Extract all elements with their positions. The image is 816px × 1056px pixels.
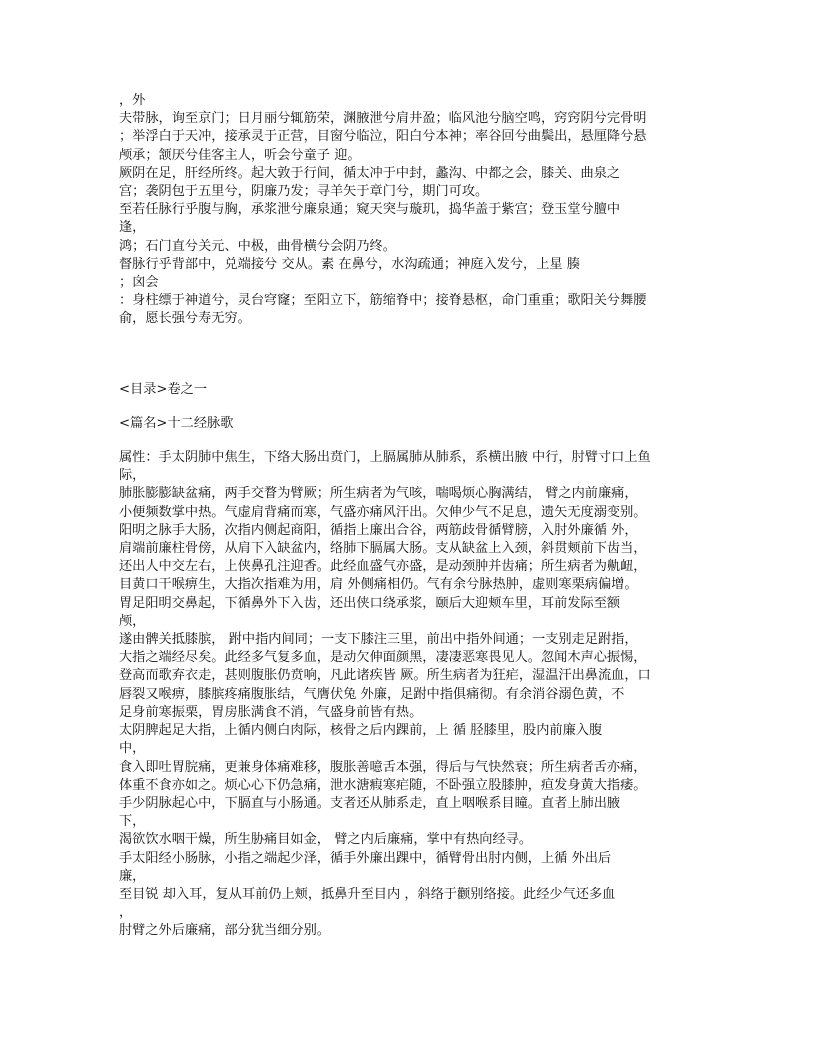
- text-line: 中，: [119, 741, 146, 757]
- text-line: 颅，: [119, 613, 146, 629]
- text-line: 食入即吐胃脘痛，更兼身体痛难移，腹胀善噫舌本强，得后与气快然衰；所生病者舌亦痛，: [119, 759, 647, 775]
- text-line: 足身前寒振栗，胃房胀满食不消，气盛身前皆有热。: [119, 704, 423, 720]
- text-line: 至若任脉行乎腹与胸，承浆泄兮廉泉通；窥天突与璇玑，捣华盖于紫宫；登玉堂兮膻中: [119, 202, 621, 218]
- text-line: 宫；袭阴包于五里兮，阴廉乃发；寻羊矢于章门兮，期门可攻。: [119, 184, 489, 200]
- text-line: 太阴脾起足大指，上循内侧白肉际，核骨之后内踝前，上 循 胫膝里，股内前廉入腹: [119, 723, 603, 739]
- text-line: 小便频数掌中热。气虚肩背痛而寒，气盛亦痛风汗出。欠伸少气不足息，遗矢无度溺变别。: [119, 504, 647, 520]
- text-line: ，: [119, 905, 133, 921]
- text-line: 际，: [119, 468, 146, 484]
- verse-section-2: [119, 449, 697, 940]
- verse-section-1: [119, 92, 697, 329]
- text-line: ；举浮白于天冲，接承灵于正营，目窗兮临泣，阳白兮本神；率谷回兮曲鬓出，悬厘降兮悬: [119, 129, 647, 145]
- text-line: 下，: [119, 814, 146, 830]
- text-line: 还出人中交左右，上侠鼻孔注迎香。此经血盛气亦盛，是动颈肿并齿痛；所生病者为鼽衄，: [119, 559, 647, 575]
- text-line: 阳明之脉手大肠，次指内侧起商阳，循指上廉出合谷，两筋歧骨循臂膀，入肘外廉循 外，: [119, 522, 638, 538]
- text-line: 鸿；石门直兮关元、中极，曲骨横兮会阴乃终。: [119, 238, 396, 254]
- text-line: 大指之端经尽矣。此经多气复多血，是动欠伸面颜黑，凄凄恶寒畏见人。忽闻木声心振惕，: [119, 650, 647, 666]
- catalog-heading: <目录>卷之一: [119, 381, 208, 397]
- text-line: 体重不食亦如之。烦心心下仍急痛，泄水溏瘕寒疟随，不卧强立股膝肿，疸发身黄大指痿。: [119, 777, 647, 793]
- text-line: 厥阴在足，肝经所终。起大敦于行间，循太冲于中封，蠡沟、中都之会，膝关、曲泉之: [119, 165, 621, 181]
- text-line: 至目锐 却入耳，复从耳前仍上颊，抵鼻升至目内 ，斜络于颧别络接。此经少气还多血: [119, 886, 616, 902]
- text-line: 俞，愿长强兮寿无穷。: [119, 311, 251, 327]
- text-line: 渴欲饮水咽干燥，所生胁痛目如金， 臂之内后廉痛，掌中有热向经寻。: [119, 832, 533, 848]
- text-line: 廉，: [119, 868, 146, 884]
- text-line: 督脉行乎背部中，兑端接兮 交从。素 在鼻兮，水沟疏通；神庭入发兮，上星 腠: [119, 256, 580, 272]
- text-line: 唇裂又喉痹，膝膑疼痛腹胀结，气膺伏兔 外廉，足跗中指俱痛彻。有余消谷溺色黄，不: [119, 686, 625, 702]
- text-line: 颅承；颔厌兮佳客主人，听会兮童子 迎。: [119, 147, 361, 163]
- text-line: 逢，: [119, 220, 146, 236]
- document-page: [119, 92, 697, 941]
- text-line: 夫带脉，询至京门；日月丽兮辄筋荣，渊腋泄兮肩井盈；临风池兮脑空鸣，窍窍阴兮完骨明: [119, 111, 647, 127]
- text-line: 遂由髀关抵膝膑， 跗中指内间同；一支下膝注三里，前出中指外间通；一支别走足跗指，: [119, 632, 638, 648]
- text-line: 胃足阳明交鼻起，下循鼻外下入齿，还出侠口绕承浆，颐后大迎颊车里，耳前发际至额: [119, 595, 621, 611]
- text-line: 肘臂之外后廉痛，部分犹当细分别。: [119, 923, 330, 939]
- text-line: ；囟会: [119, 275, 159, 291]
- chapter-heading: <篇名>十二经脉歌: [119, 415, 234, 431]
- text-line: 肺胀膨膨缺盆痛，两手交瞀为臂厥；所生病者为气咳，喘喝烦心胸满结， 臂之内前廉痛，: [119, 486, 638, 502]
- text-line: 肩端前廉柱骨傍，从肩下入缺盆内，络肺下膈属大肠。支从缺盆上入颈，斜贯颊前下齿当，: [119, 541, 647, 557]
- text-line: 登高而歌弃衣走，甚则腹胀仍贲响，凡此诸疾皆 厥。所生病者为狂疟，湿温汗出鼻流血，口: [119, 668, 651, 684]
- text-line: ：身柱缥于神道兮，灵台穹窿；至阳立下，筋缩脊中；接脊悬枢，命门重重；歌阳关兮舞腰: [119, 293, 647, 309]
- text-line: 目黄口干喉痹生，大指次指难为用，肩 外侧痛相仍。气有余兮脉热肿，虚则寒栗病偏增。: [119, 577, 638, 593]
- text-line: 属性：手太阴肺中焦生，下络大肠出贲门，上膈属肺从肺系，系横出腋 中行，肘臂寸口上鱼: [119, 450, 651, 466]
- text-line: 手太阳经小肠脉，小指之端起少泽，循手外廉出踝中，循臂骨出肘内侧，上循 外出后: [119, 850, 612, 866]
- text-line: 手少阴脉起心中，下膈直与小肠通。支者还从肺系走，直上咽喉系目瞳。直者上肺出腋: [119, 795, 621, 811]
- text-line: ，外: [119, 93, 146, 108]
